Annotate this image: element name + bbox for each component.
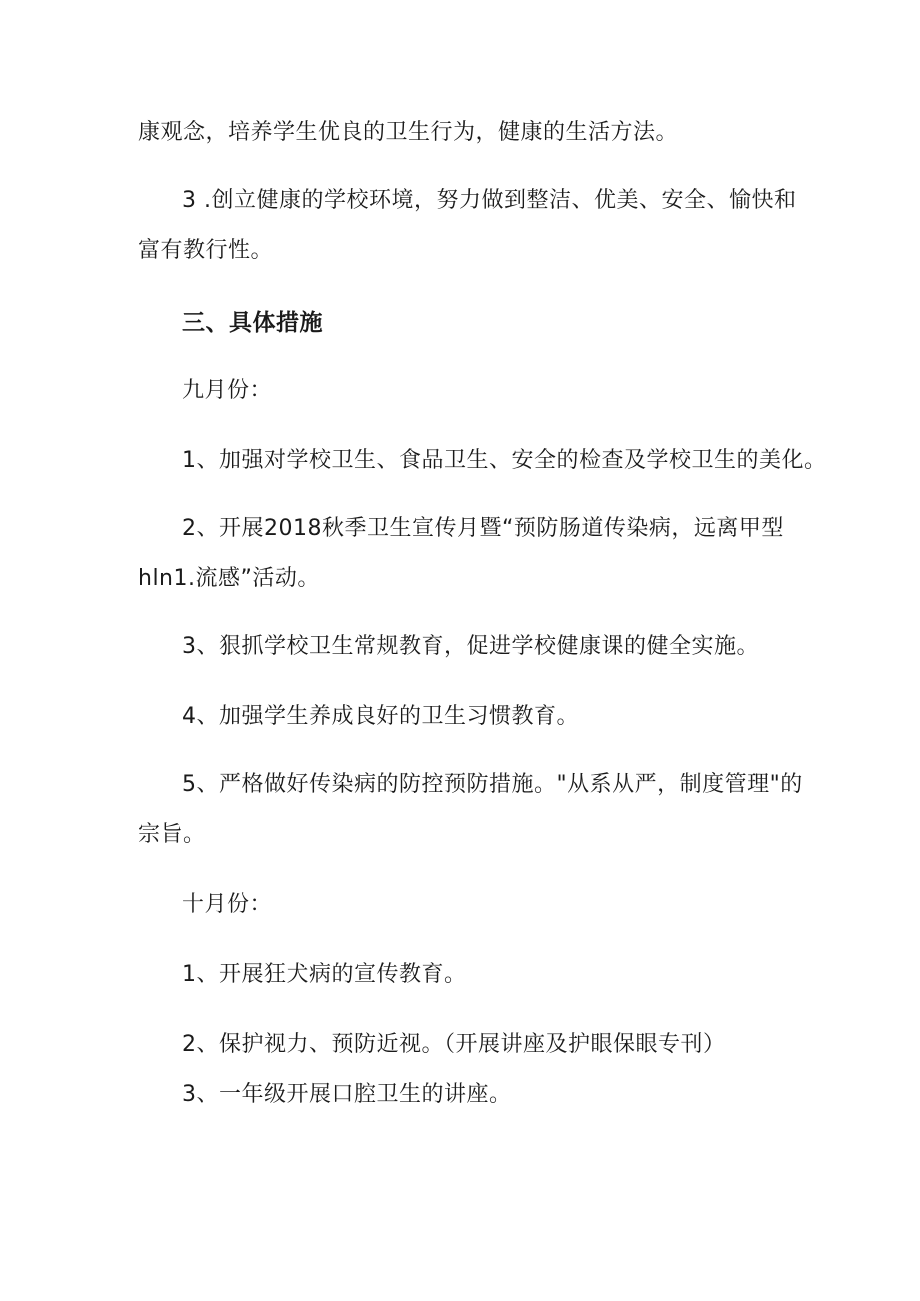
september-item-4: 4、加强学生养成良好的卫生习惯教育。 — [182, 704, 579, 729]
goal-3-line-1: 3 .创立健康的学校环境，努力做到整洁、优美、安全、愉快和 — [182, 188, 797, 213]
september-item-2-line-2: hln1.流感”活动。 — [138, 566, 320, 591]
section-heading: 三、具体措施 — [182, 310, 323, 336]
september-item-5-line-1: 5、严格做好传染病的防控预防措施。"从系从严，制度管理"的 — [182, 772, 803, 797]
september-item-2-line-1: 2、开展2018秋季卫生宣传月暨“预防肠道传染病，远离甲型 — [182, 516, 784, 541]
september-item-1: 1、加强对学校卫生、食品卫生、安全的检查及学校卫生的美化。 — [182, 448, 827, 473]
october-item-3: 3、一年级开展口腔卫生的讲座。 — [182, 1082, 512, 1107]
october-label: 十月份： — [182, 892, 273, 917]
october-item-1: 1、开展狂犬病的宣传教育。 — [182, 962, 467, 987]
september-item-3: 3、狠抓学校卫生常规教育，促进学校健康课的健全实施。 — [182, 634, 759, 659]
september-label: 九月份： — [182, 378, 273, 403]
paragraph-line-1: 康观念，培养学生优良的卫生行为，健康的生活方法。 — [138, 120, 679, 145]
goal-3-line-2: 富有教行性。 — [138, 238, 274, 263]
october-item-2: 2、保护视力、预防近视。（开展讲座及护眼保眼专刊） — [182, 1032, 726, 1057]
september-item-5-line-2: 宗旨。 — [138, 822, 206, 847]
